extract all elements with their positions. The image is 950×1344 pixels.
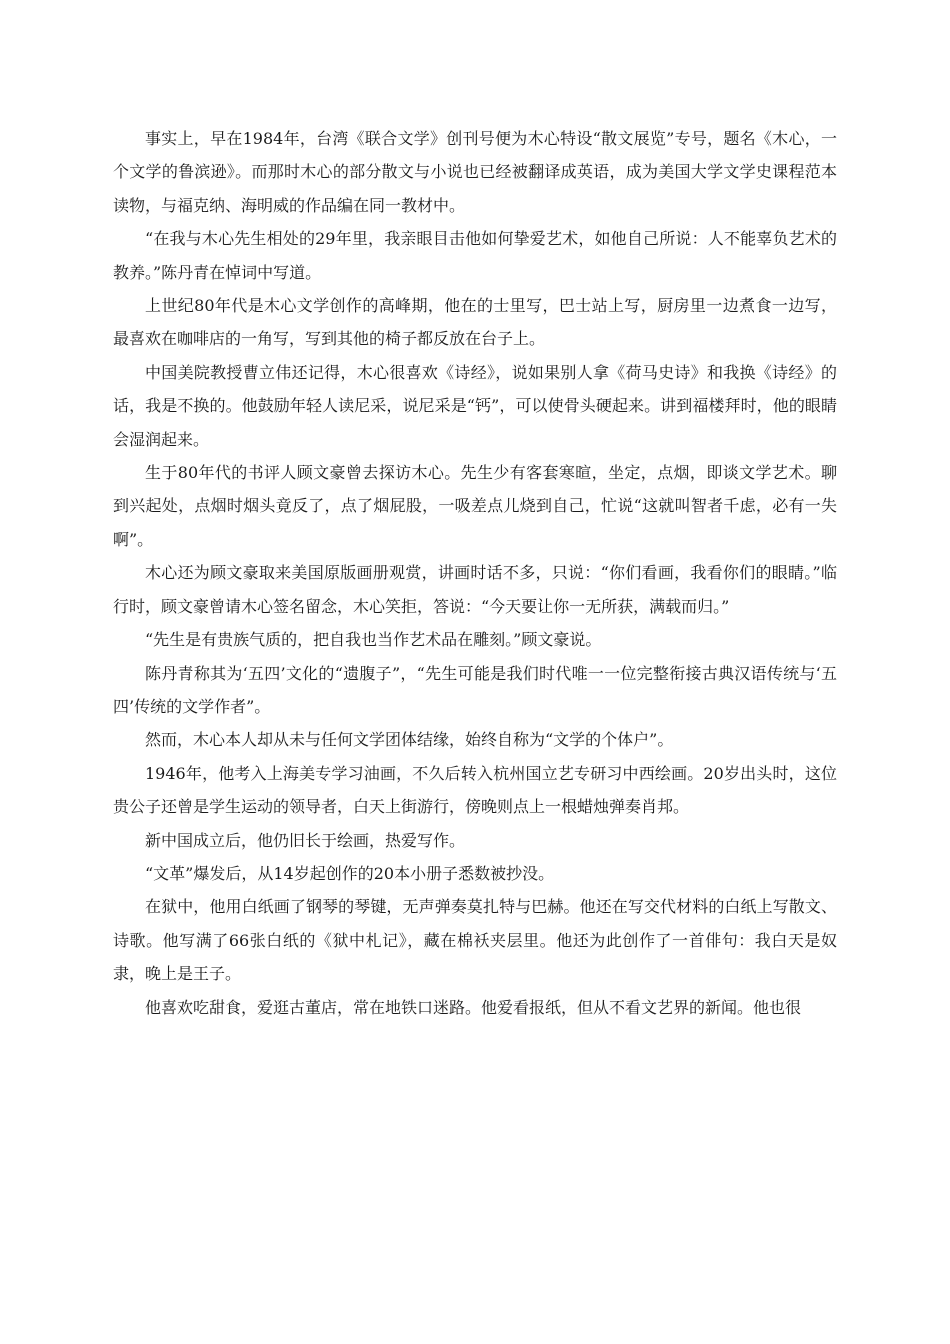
paragraph: 上世纪80年代是木心文学创作的高峰期，他在的士里写，巴士站上写，厨房里一边煮食一边写，最喜欢在咖啡店的一角写，写到其他的椅子都反放在台子上。 bbox=[113, 296, 837, 349]
paragraph: 在狱中，他用白纸画了钢琴的琴键，无声弹奏莫扎特与巴赫。他还在写交代材料的白纸上写散文、诗歌。他写满了66张白纸的《狱中札记》，藏在棉袄夹层里。他还为此创作了一首俳句：我白天是奴隶，晚上是王子。 bbox=[113, 897, 837, 984]
paragraph: “文革”爆发后，从14岁起创作的20本小册子悉数被抄没。 bbox=[145, 863, 555, 883]
paragraph: 陈丹青称其为‘五四’文化的“遗腹子”，“先生可能是我们时代唯一一位完整衔接古典汉语传统与‘五四’传统的文学作者”。 bbox=[113, 663, 837, 716]
paragraph: 1946年，他考入上海美专学习油画，不久后转入杭州国立艺专研习中西绘画。20岁出头时，这位贵公子还曾是学生运动的领导者，白天上街游行，傍晚则点上一根蜡烛弹奏肖邦。 bbox=[113, 763, 837, 817]
article-body bbox=[113, 122, 837, 1024]
paragraph: 他喜欢吃甜食，爱逛古董店，常在地铁口迷路。他爱看报纸，但从不看文艺界的新闻。他也很 bbox=[145, 997, 802, 1017]
paragraph: 中国美院教授曹立伟还记得，木心很喜欢《诗经》，说如果别人拿《荷马史诗》和我换《诗经》的话，我是不换的。他鼓励年轻人读尼采，说尼采是“钙”，可以使骨头硬起来。讲到福楼拜时，他的眼睛会湿润起来。 bbox=[113, 362, 837, 449]
paragraph: 新中国成立后，他仍旧长于绘画，热爱写作。 bbox=[145, 830, 466, 850]
paragraph: 木心还为顾文豪取来美国原版画册观赏，讲画时话不多，只说：“你们看画，我看你们的眼睛。”临行时，顾文豪曾请木心签名留念，木心笑拒，答说：“今天要让你一无所获，满载而归。” bbox=[113, 563, 837, 616]
paragraph: 生于80年代的书评人顾文豪曾去探访木心。先生少有客套寒暄，坐定，点烟，即谈文学艺术。聊到兴起处，点烟时烟头竟反了，点了烟屁股，一吸差点儿烧到自己，忙说“这就叫智者千虑，必有一失啊”。 bbox=[113, 463, 837, 549]
paragraph: “在我与木心先生相处的29年里，我亲眼目击他如何挚爱艺术，如他自己所说：人不能辜负艺术的教养。”陈丹青在悼词中写道。 bbox=[113, 229, 837, 282]
paragraph: “先生是有贵族气质的，把自我也当作艺术品在雕刻。”顾文豪说。 bbox=[145, 630, 602, 650]
paragraph: 然而，木心本人却从未与任何文学团体结缘，始终自称为“文学的个体户”。 bbox=[145, 730, 674, 750]
paragraph: 事实上，早在1984年，台湾《联合文学》创刊号便为木心特设“散文展览”专号，题名《木心，一个文学的鲁滨逊》。而那时木心的部分散文与小说也已经被翻译成英语，成为美国大学文学史课程范本读物，与福克纳、海明威的作品编在同一教材中。 bbox=[113, 129, 837, 215]
